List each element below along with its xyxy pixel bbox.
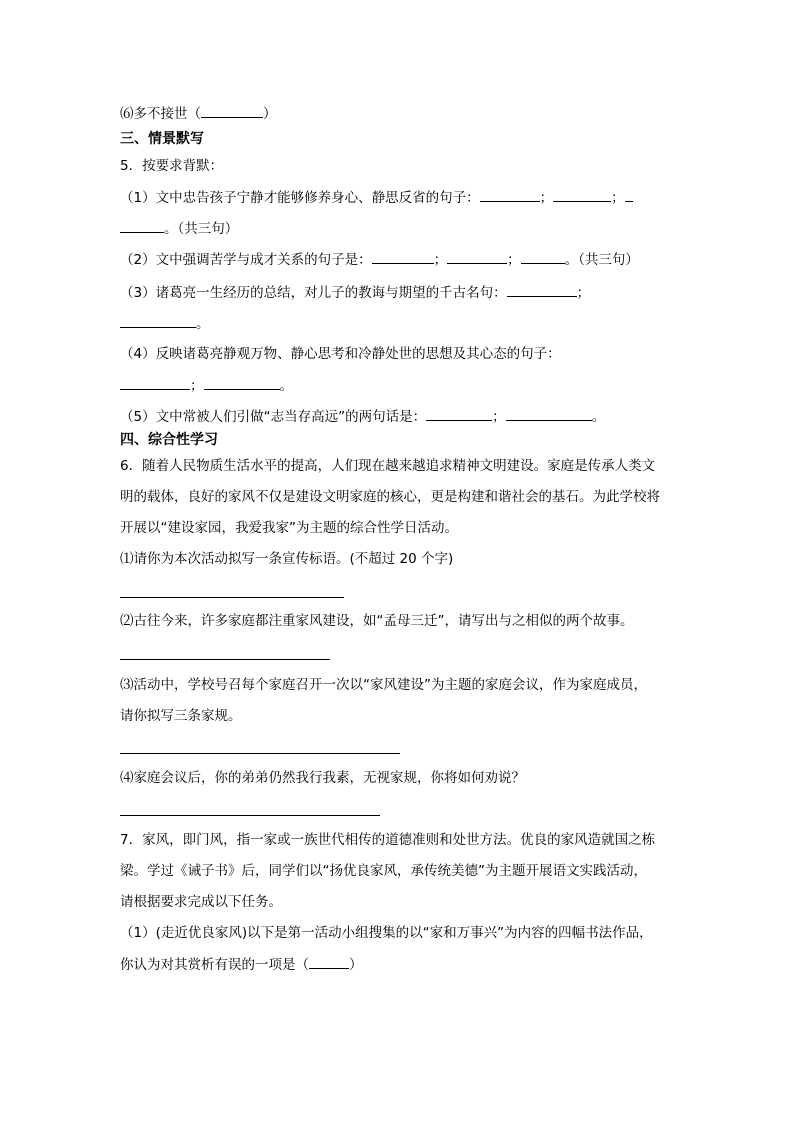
- q5-3-line: [120, 282, 590, 303]
- semicolon: ；: [539, 190, 554, 206]
- semicolon: ；: [507, 252, 521, 268]
- answer-blank[interactable]: [521, 249, 565, 264]
- q5-1-line2: [120, 218, 238, 239]
- semicolon: ；: [190, 378, 204, 394]
- q7-paragraph-line2: 梁。学过《诫子书》后，同学们以“扬优良家风，承传统美德”为主题开展语文实践活动，: [120, 863, 647, 879]
- q6-item6-line: [120, 103, 277, 124]
- answer-line[interactable]: [120, 597, 344, 598]
- close-paren: ）: [349, 957, 363, 973]
- close-paren: ）: [263, 106, 277, 122]
- q5-2-line: [120, 249, 639, 270]
- answer-blank[interactable]: [120, 313, 196, 328]
- q6-paragraph-line1: 6．随着人民物质生活水平的提高，人们现在越来越追求精神文明建设。家庭是传承人类文: [120, 458, 656, 474]
- q5-5-text: （5）文中常被人们引做“志当存高远”的两句话是：: [120, 409, 427, 425]
- answer-blank[interactable]: [372, 249, 434, 264]
- answer-blank[interactable]: [507, 282, 577, 297]
- answer-blank[interactable]: [480, 187, 540, 202]
- answer-blank[interactable]: [447, 249, 507, 264]
- q6-2-text: ⑵古往今来，许多家庭都注重家风建设，如“孟母三迁”，请写出与之相似的两个故事。: [120, 613, 634, 629]
- answer-blank[interactable]: [625, 187, 633, 202]
- q5-1-line: [120, 187, 633, 208]
- q7-1-line2: [120, 954, 363, 975]
- answer-line[interactable]: [120, 753, 400, 754]
- answer-blank[interactable]: [120, 375, 190, 390]
- answer-blank[interactable]: [309, 954, 349, 969]
- semicolon: ；: [611, 190, 625, 206]
- period: 。: [196, 316, 210, 332]
- q5-3-text: （3）诸葛亮一生经历的总结，对儿子的教诲与期望的千古名句：: [120, 285, 507, 301]
- q5-stem: 5．按要求背默：: [120, 158, 224, 174]
- q5-2-note: （共三句）: [578, 252, 639, 268]
- q7-1-line1: （1）(走近优良家风)以下是第一活动小组搜集的以“家和万事兴”为内容的四幅书法作品，: [120, 925, 653, 941]
- q6-1-text: ⑴请你为本次活动拟写一条宣传标语。(不超过 20 个字): [120, 551, 454, 567]
- period: 。: [279, 378, 293, 394]
- q7-1-text: 你认为对其赏析有误的一项是（: [120, 957, 309, 973]
- q6-4-text: ⑷家庭会议后，你的弟弟仍然我行我素，无视家规，你将如何劝说？: [120, 770, 525, 786]
- semicolon: ；: [492, 409, 506, 425]
- answer-blank[interactable]: [120, 218, 164, 233]
- section-heading-4: 四、综合性学习: [120, 432, 218, 448]
- q6-paragraph-line2: 明的载体，良好的家风不仅是建设文明家庭的核心，更是构建和谐社会的基石。为此学校将: [120, 489, 660, 505]
- answer-line[interactable]: [120, 815, 380, 816]
- q5-2-text: （2）文中强调苦学与成才关系的句子是：: [120, 252, 372, 268]
- answer-blank[interactable]: [553, 187, 611, 202]
- answer-blank[interactable]: [426, 406, 492, 421]
- section-heading-3: 三、情景默写: [120, 131, 204, 147]
- q6-item6-text: ⑹多不接世（: [120, 106, 201, 122]
- q6-3-line1: ⑶活动中，学校号召每个家庭召开一次以“家风建设”为主题的家庭会议，作为家庭成员，: [120, 677, 647, 693]
- q6-3-line2: 请你拟写三条家规。: [120, 708, 242, 724]
- q5-4-line2: [120, 375, 293, 396]
- answer-line[interactable]: [120, 659, 330, 660]
- q5-5-line: [120, 406, 605, 427]
- answer-blank[interactable]: [201, 103, 263, 118]
- period: 。: [164, 221, 178, 237]
- answer-blank[interactable]: [506, 406, 592, 421]
- q6-paragraph-line3: 开展以“建设家园，我爱我家”为主题的综合性学日活动。: [120, 520, 458, 536]
- q5-1-text: （1）文中忠告孩子宁静才能够修养身心、静思反省的句子：: [120, 190, 480, 206]
- q7-paragraph-line3: 请根据要求完成以下任务。: [120, 894, 282, 910]
- answer-blank[interactable]: [204, 375, 280, 390]
- period: 。: [564, 252, 579, 268]
- q7-paragraph-line1: 7．家风，即门风，指一家或一族世代相传的道德准则和处世方法。优良的家风造就国之栋: [120, 832, 656, 848]
- q5-3-line2: [120, 313, 210, 334]
- q5-1-note: （共三句）: [177, 221, 239, 237]
- semicolon: ；: [433, 252, 448, 268]
- q5-4-line: （4）反映诸葛亮静观万物、静心思考和冷静处世的思想及其心态的句子：: [120, 346, 561, 362]
- semicolon: ；: [576, 285, 591, 301]
- period: 。: [591, 409, 606, 425]
